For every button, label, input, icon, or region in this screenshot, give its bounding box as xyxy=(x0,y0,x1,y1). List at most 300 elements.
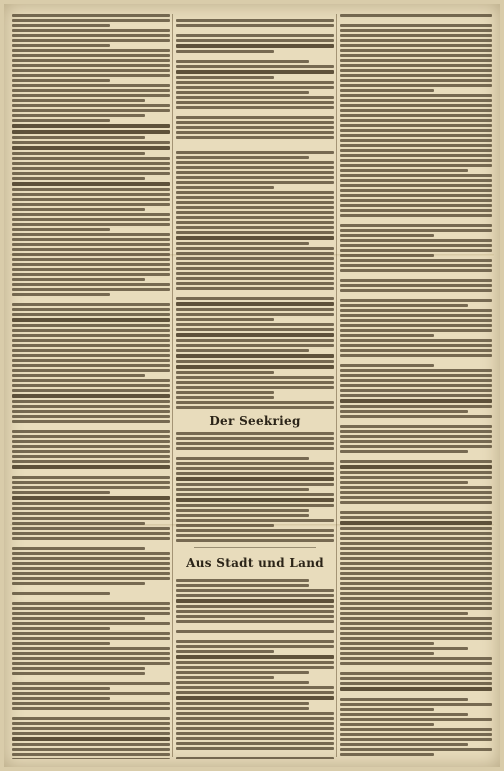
text-line-placeholder xyxy=(12,389,170,392)
text-line-placeholder xyxy=(340,577,492,580)
text-line-placeholder xyxy=(340,114,492,117)
text-line-placeholder xyxy=(176,267,334,270)
text-line-placeholder xyxy=(176,757,334,759)
text-line-placeholder xyxy=(176,339,334,342)
newspaper-page xyxy=(4,4,500,767)
text-line-placeholder xyxy=(12,743,170,746)
section-heading-seekrieg: Der Seekrieg xyxy=(209,414,301,428)
text-line-placeholder xyxy=(12,702,170,705)
text-line-placeholder xyxy=(340,405,492,408)
paragraph-gap xyxy=(176,574,334,577)
text-line-placeholder xyxy=(340,374,492,377)
text-line-placeholder xyxy=(176,181,334,184)
text-line-placeholder xyxy=(176,333,334,337)
text-line-placeholder xyxy=(340,622,492,625)
text-line-placeholder xyxy=(176,282,334,285)
text-line-placeholder xyxy=(12,562,170,565)
text-line-placeholder xyxy=(176,610,334,613)
text-line-placeholder xyxy=(340,738,492,741)
text-line-placeholder xyxy=(12,213,170,216)
text-line-placeholder xyxy=(176,747,334,750)
paragraph-gap xyxy=(176,55,334,58)
text-line-placeholder xyxy=(340,465,492,469)
text-line-placeholder xyxy=(340,445,492,448)
text-line-placeholder xyxy=(176,121,334,124)
text-line-placeholder xyxy=(340,369,492,372)
text-line-placeholder xyxy=(12,167,170,170)
text-line-placeholder xyxy=(176,131,334,134)
text-line-placeholder xyxy=(176,493,334,496)
text-line-placeholder xyxy=(176,81,334,84)
text-line-placeholder xyxy=(176,354,334,358)
text-line-placeholder xyxy=(340,54,492,57)
text-line-placeholder xyxy=(340,602,492,605)
text-line-placeholder xyxy=(340,254,434,257)
text-line-placeholder xyxy=(176,191,334,194)
text-line-placeholder xyxy=(176,488,309,491)
text-line-placeholder xyxy=(176,681,309,684)
column-2-text-bottom xyxy=(176,574,334,759)
paragraph-gap xyxy=(340,758,492,759)
text-line-placeholder xyxy=(176,742,334,745)
text-line-placeholder xyxy=(176,106,334,109)
section-separator xyxy=(194,547,316,548)
text-line-placeholder xyxy=(12,253,170,256)
text-line-placeholder xyxy=(176,737,334,740)
text-line-placeholder xyxy=(12,612,170,615)
text-line-placeholder xyxy=(12,415,170,418)
paragraph-gap xyxy=(340,274,492,277)
paragraph-gap xyxy=(340,506,492,509)
text-line-placeholder xyxy=(12,268,170,271)
column-2-text-mid xyxy=(176,432,334,542)
text-line-placeholder xyxy=(12,146,170,150)
text-line-placeholder xyxy=(12,79,110,82)
text-line-placeholder xyxy=(340,486,492,489)
text-line-placeholder xyxy=(12,69,170,72)
text-line-placeholder xyxy=(340,324,492,327)
text-line-placeholder xyxy=(340,49,492,52)
text-line-placeholder xyxy=(176,442,334,445)
text-line-placeholder xyxy=(12,349,170,352)
text-line-placeholder xyxy=(340,244,492,247)
text-line-placeholder xyxy=(12,29,170,32)
text-line-placeholder xyxy=(340,647,468,650)
text-line-placeholder xyxy=(12,334,170,337)
text-line-placeholder xyxy=(340,64,492,67)
text-line-placeholder xyxy=(176,524,274,527)
text-line-placeholder xyxy=(176,732,334,735)
text-line-placeholder xyxy=(176,620,334,623)
text-line-placeholder xyxy=(176,76,274,79)
text-line-placeholder xyxy=(12,627,110,630)
text-line-placeholder xyxy=(340,264,492,267)
paragraph-gap xyxy=(12,597,170,600)
text-line-placeholder xyxy=(12,162,170,165)
text-line-placeholder xyxy=(176,381,334,384)
text-line-placeholder xyxy=(176,376,334,379)
text-line-placeholder xyxy=(176,589,334,592)
text-line-placeholder xyxy=(340,587,492,590)
text-line-placeholder xyxy=(176,116,334,119)
text-line-placeholder xyxy=(12,238,170,241)
text-line-placeholder xyxy=(176,39,334,42)
text-line-placeholder xyxy=(12,577,170,580)
text-line-placeholder xyxy=(12,672,145,675)
text-line-placeholder xyxy=(176,226,334,229)
text-line-placeholder xyxy=(176,534,334,537)
text-line-placeholder xyxy=(340,567,492,570)
text-line-placeholder xyxy=(12,440,170,443)
text-line-placeholder xyxy=(12,114,145,117)
text-line-placeholder xyxy=(340,612,468,615)
text-line-placeholder xyxy=(340,59,492,62)
paragraph-gap xyxy=(12,298,170,301)
text-line-placeholder xyxy=(340,501,492,504)
column-rule xyxy=(172,14,173,757)
text-line-placeholder xyxy=(176,65,334,68)
text-line-placeholder xyxy=(340,547,492,550)
text-line-placeholder xyxy=(12,223,170,226)
text-line-placeholder xyxy=(340,149,492,152)
text-line-placeholder xyxy=(340,69,492,72)
text-line-placeholder xyxy=(176,365,334,369)
text-line-placeholder xyxy=(340,169,468,172)
text-line-placeholder xyxy=(340,194,492,197)
text-line-placeholder xyxy=(12,682,170,685)
text-line-placeholder xyxy=(340,29,492,32)
paragraph-gap xyxy=(340,19,492,22)
text-line-placeholder xyxy=(12,410,170,413)
text-line-placeholder xyxy=(12,84,170,87)
text-line-placeholder xyxy=(176,186,274,189)
text-line-placeholder xyxy=(12,329,170,332)
text-line-placeholder xyxy=(340,364,434,367)
text-line-placeholder xyxy=(340,450,468,453)
text-line-placeholder xyxy=(340,516,492,519)
text-line-placeholder xyxy=(12,722,170,725)
text-line-placeholder xyxy=(12,293,110,296)
text-line-placeholder xyxy=(12,637,170,640)
text-line-placeholder xyxy=(176,707,309,710)
text-line-placeholder xyxy=(340,234,434,237)
text-line-placeholder xyxy=(12,552,170,555)
text-line-placeholder xyxy=(12,258,170,261)
text-line-placeholder xyxy=(12,496,170,500)
text-line-placeholder xyxy=(340,34,492,37)
text-line-placeholder xyxy=(12,607,170,610)
text-line-placeholder xyxy=(340,607,492,610)
text-line-placeholder xyxy=(176,498,334,502)
text-line-placeholder xyxy=(176,579,309,582)
text-line-placeholder xyxy=(12,19,170,22)
text-line-placeholder xyxy=(176,171,334,174)
text-line-placeholder xyxy=(12,188,170,191)
paragraph-gap xyxy=(176,141,334,144)
text-line-placeholder xyxy=(176,371,274,374)
text-line-placeholder xyxy=(340,339,492,342)
text-line-placeholder xyxy=(12,74,170,77)
text-line-placeholder xyxy=(12,592,110,595)
text-line-placeholder xyxy=(176,615,334,618)
text-line-placeholder xyxy=(12,288,170,291)
text-line-placeholder xyxy=(340,224,492,227)
text-line-placeholder xyxy=(340,491,492,494)
text-line-placeholder xyxy=(176,151,334,154)
paragraph-gap xyxy=(340,455,492,458)
text-line-placeholder xyxy=(12,193,170,196)
text-line-placeholder xyxy=(340,284,492,287)
text-line-placeholder xyxy=(176,696,334,700)
text-line-placeholder xyxy=(12,354,170,357)
text-line-placeholder xyxy=(176,686,334,689)
text-line-placeholder xyxy=(340,471,492,474)
text-line-placeholder xyxy=(340,24,492,27)
text-line-placeholder xyxy=(340,159,492,162)
text-line-placeholder xyxy=(176,176,334,179)
paragraph-gap xyxy=(176,292,334,295)
text-line-placeholder xyxy=(176,277,334,280)
text-line-placeholder xyxy=(176,457,309,460)
text-line-placeholder xyxy=(340,476,492,479)
text-line-placeholder xyxy=(12,24,110,27)
text-line-placeholder xyxy=(12,344,170,347)
text-line-placeholder xyxy=(340,527,492,530)
text-line-placeholder xyxy=(176,406,334,409)
text-line-placeholder xyxy=(176,166,334,169)
text-line-placeholder xyxy=(340,109,492,112)
text-line-placeholder xyxy=(176,344,334,347)
text-line-placeholder xyxy=(12,667,145,670)
text-line-placeholder xyxy=(12,430,170,433)
text-line-placeholder xyxy=(12,369,170,372)
text-line-placeholder xyxy=(340,344,492,347)
text-line-placeholder xyxy=(12,455,170,458)
text-line-placeholder xyxy=(12,732,170,735)
text-line-placeholder xyxy=(176,676,274,679)
text-line-placeholder xyxy=(340,229,492,232)
text-line-placeholder xyxy=(12,177,145,180)
text-line-placeholder xyxy=(12,687,110,690)
text-line-placeholder xyxy=(340,713,468,716)
text-line-placeholder xyxy=(12,318,170,322)
text-line-placeholder xyxy=(340,552,492,555)
text-line-placeholder xyxy=(340,521,492,525)
text-line-placeholder xyxy=(340,532,492,535)
text-line-placeholder xyxy=(176,712,334,715)
text-line-placeholder xyxy=(176,272,334,275)
text-line-placeholder xyxy=(176,231,334,234)
text-line-placeholder xyxy=(12,243,170,246)
text-line-placeholder xyxy=(340,249,492,252)
text-line-placeholder xyxy=(340,511,492,514)
text-line-placeholder xyxy=(12,44,110,47)
text-line-placeholder xyxy=(12,54,170,57)
text-line-placeholder xyxy=(340,79,492,82)
text-line-placeholder xyxy=(340,723,434,726)
column-3 xyxy=(340,14,492,759)
text-line-placeholder xyxy=(12,527,170,530)
text-line-placeholder xyxy=(12,263,170,266)
text-line-placeholder xyxy=(12,172,170,175)
paragraph-gap xyxy=(176,29,334,32)
text-line-placeholder xyxy=(176,24,334,27)
text-line-placeholder xyxy=(176,671,309,674)
text-line-placeholder xyxy=(176,313,334,316)
text-line-placeholder xyxy=(340,652,434,655)
text-line-placeholder xyxy=(340,642,434,645)
text-line-placeholder xyxy=(12,152,145,155)
paragraph-gap xyxy=(12,425,170,428)
text-line-placeholder xyxy=(12,460,170,463)
text-line-placeholder xyxy=(12,141,170,144)
text-line-placeholder xyxy=(12,49,170,52)
text-line-placeholder xyxy=(340,672,492,675)
text-line-placeholder xyxy=(12,758,170,759)
section-heading-stadt-und-land: Aus Stadt und Land xyxy=(186,556,324,570)
text-line-placeholder xyxy=(340,334,434,337)
text-line-placeholder xyxy=(12,157,170,160)
text-line-placeholder xyxy=(12,313,170,316)
text-line-placeholder xyxy=(340,209,492,212)
text-line-placeholder xyxy=(340,662,492,665)
text-line-placeholder xyxy=(340,279,492,282)
text-line-placeholder xyxy=(12,59,170,62)
text-line-placeholder xyxy=(176,96,334,99)
paragraph-gap xyxy=(176,452,334,455)
text-line-placeholder xyxy=(340,289,492,292)
text-line-placeholder xyxy=(12,537,170,540)
text-line-placeholder xyxy=(176,161,334,164)
text-line-placeholder xyxy=(12,632,170,635)
text-line-placeholder xyxy=(12,486,170,489)
text-line-placeholder xyxy=(176,702,309,705)
text-line-placeholder xyxy=(176,201,334,204)
text-line-placeholder xyxy=(176,504,334,507)
text-line-placeholder xyxy=(176,650,274,653)
text-line-placeholder xyxy=(176,630,334,633)
text-line-placeholder xyxy=(176,257,334,260)
text-line-placeholder xyxy=(340,733,492,736)
text-line-placeholder xyxy=(12,364,170,367)
text-line-placeholder xyxy=(176,262,334,265)
text-line-placeholder xyxy=(340,632,492,635)
text-line-placeholder xyxy=(340,139,492,142)
paragraph-gap xyxy=(340,420,492,423)
text-line-placeholder xyxy=(340,89,434,92)
text-line-placeholder xyxy=(12,622,170,625)
text-line-placeholder xyxy=(176,297,334,300)
text-line-placeholder xyxy=(176,126,334,129)
text-line-placeholder xyxy=(12,198,170,201)
text-line-placeholder xyxy=(12,748,170,751)
text-line-placeholder xyxy=(12,753,170,756)
text-line-placeholder xyxy=(176,328,334,331)
text-line-placeholder xyxy=(340,84,492,87)
text-line-placeholder xyxy=(12,130,170,134)
paragraph-gap xyxy=(176,752,334,755)
text-line-placeholder xyxy=(176,287,334,290)
text-line-placeholder xyxy=(340,94,492,97)
text-line-placeholder xyxy=(12,522,145,525)
text-line-placeholder xyxy=(12,405,170,408)
text-line-placeholder xyxy=(12,697,110,700)
text-line-placeholder xyxy=(176,401,334,404)
text-line-placeholder xyxy=(340,154,492,157)
text-line-placeholder xyxy=(176,34,334,37)
text-line-placeholder xyxy=(12,707,170,710)
text-line-placeholder xyxy=(12,420,170,423)
text-line-placeholder xyxy=(340,582,492,585)
text-line-placeholder xyxy=(340,708,434,711)
text-line-placeholder xyxy=(340,592,492,595)
text-line-placeholder xyxy=(12,182,170,186)
text-line-placeholder xyxy=(12,517,170,520)
text-line-placeholder xyxy=(176,386,334,389)
text-line-placeholder xyxy=(340,718,492,721)
text-line-placeholder xyxy=(340,39,492,42)
text-line-placeholder xyxy=(340,430,492,433)
text-line-placeholder xyxy=(340,557,492,560)
text-line-placeholder xyxy=(176,196,334,199)
text-line-placeholder xyxy=(176,247,334,250)
text-line-placeholder xyxy=(176,539,334,542)
text-line-placeholder xyxy=(340,269,492,272)
text-line-placeholder xyxy=(340,627,492,630)
text-line-placeholder xyxy=(340,698,468,701)
text-line-placeholder xyxy=(12,647,170,650)
text-line-placeholder xyxy=(176,717,334,720)
text-line-placeholder xyxy=(12,359,170,362)
text-line-placeholder xyxy=(340,239,492,242)
text-line-placeholder xyxy=(340,440,492,443)
text-line-placeholder xyxy=(340,410,468,413)
text-line-placeholder xyxy=(12,547,145,550)
text-line-placeholder xyxy=(176,136,334,139)
text-line-placeholder xyxy=(12,476,170,479)
text-line-placeholder xyxy=(340,319,492,322)
text-line-placeholder xyxy=(176,302,334,306)
paragraph-gap xyxy=(176,635,334,638)
text-line-placeholder xyxy=(176,91,309,94)
text-line-placeholder xyxy=(340,389,492,392)
text-line-placeholder xyxy=(176,211,334,214)
text-line-placeholder xyxy=(340,144,492,147)
text-line-placeholder xyxy=(12,384,170,387)
text-line-placeholder xyxy=(340,174,492,177)
text-line-placeholder xyxy=(340,703,492,706)
text-line-placeholder xyxy=(12,491,110,494)
text-line-placeholder xyxy=(340,657,492,660)
text-line-placeholder xyxy=(176,86,334,89)
text-line-placeholder xyxy=(340,184,492,187)
text-line-placeholder xyxy=(12,228,110,231)
text-line-placeholder xyxy=(340,354,492,357)
text-line-placeholder xyxy=(12,602,170,605)
text-line-placeholder xyxy=(12,394,170,398)
text-line-placeholder xyxy=(340,164,492,167)
text-line-placeholder xyxy=(176,323,334,326)
text-line-placeholder xyxy=(340,299,492,302)
text-line-placeholder xyxy=(12,273,170,276)
text-line-placeholder xyxy=(176,509,309,512)
text-line-placeholder xyxy=(12,14,170,17)
text-line-placeholder xyxy=(340,379,492,382)
text-line-placeholder xyxy=(340,572,492,575)
text-line-placeholder xyxy=(176,396,274,399)
text-line-placeholder xyxy=(340,597,492,600)
text-line-placeholder xyxy=(12,435,170,438)
